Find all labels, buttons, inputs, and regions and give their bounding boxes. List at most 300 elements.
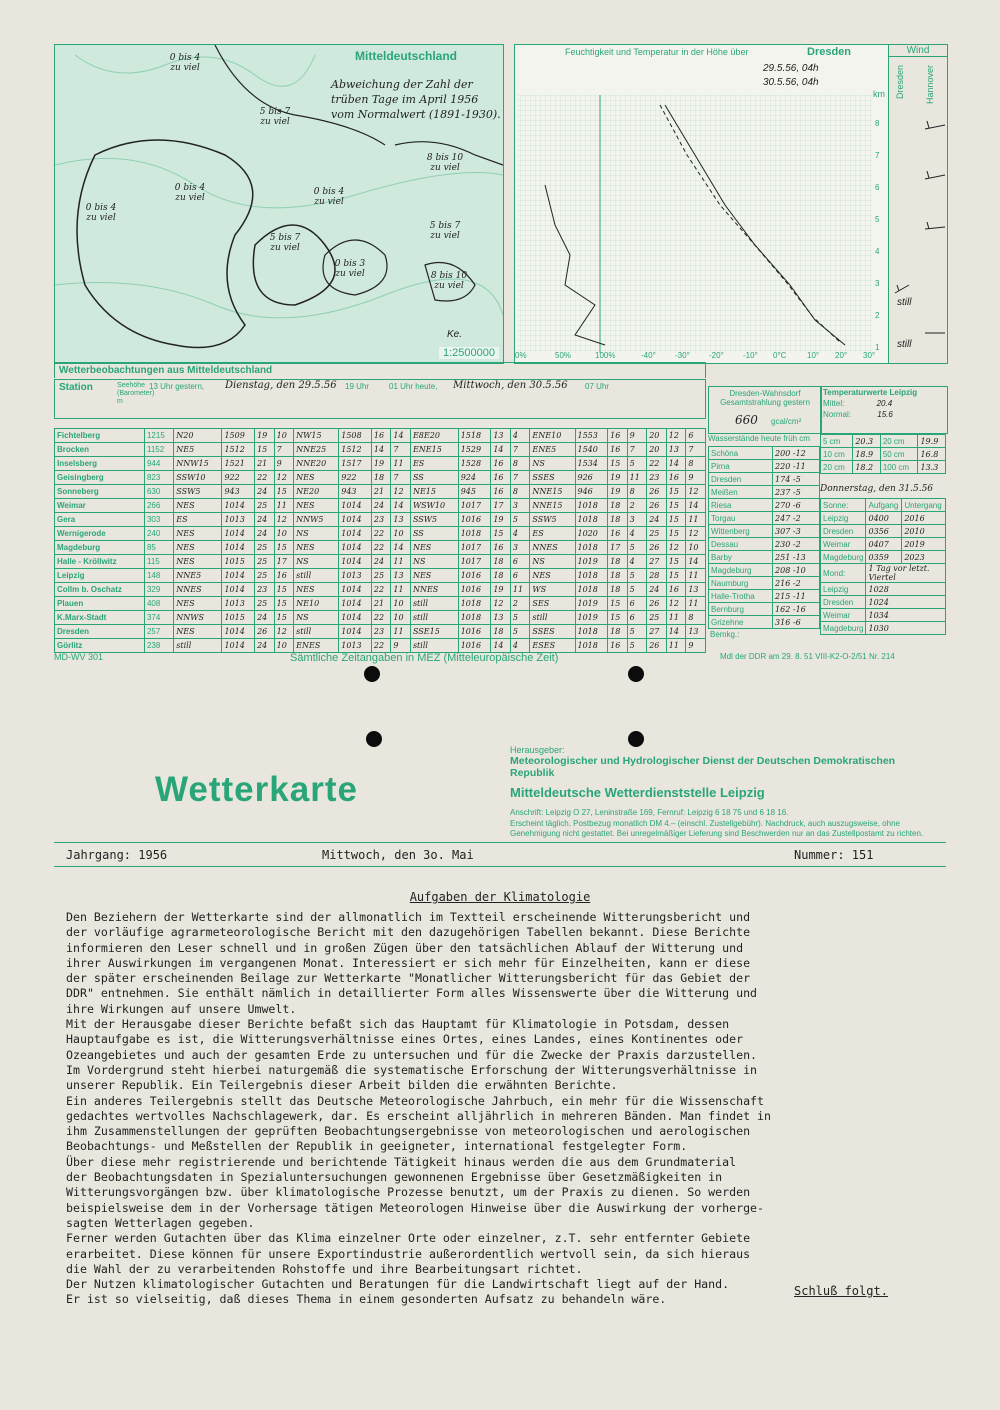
obs-cell: NNE5: [174, 569, 222, 583]
x-tick: 0°C: [773, 351, 787, 360]
obs-cell: 11: [391, 457, 411, 471]
obs-cell: 9: [627, 429, 647, 443]
water-station: Dresden: [709, 473, 773, 486]
obs-cell: 329: [144, 583, 173, 597]
obs-cell: 13: [666, 443, 686, 457]
sun-table: [820, 498, 946, 635]
obs-cell: ES: [530, 527, 575, 541]
legend-dashed: 29.5.56, 04h: [763, 63, 819, 74]
water-station: Torgau: [709, 512, 773, 525]
moon-cell: 1024: [866, 596, 946, 609]
obs-cell: 25: [371, 569, 391, 583]
isoline-label: 0 bis 4 zu viel: [174, 183, 206, 203]
obs-cell: 1553: [575, 429, 608, 443]
height-tick: 8: [875, 119, 880, 128]
obs-cell: 21: [371, 597, 391, 611]
obs-cell: 7: [391, 471, 411, 485]
temp-row: [821, 409, 947, 420]
obs-cell: 1521: [222, 457, 255, 471]
obs-cell: NS: [530, 457, 575, 471]
water-value: 216 -2: [773, 577, 820, 590]
soil-table: [820, 434, 946, 474]
radiation-title: Dresden-Wahnsdorf Gesamtstrahlung gestern: [720, 389, 810, 407]
obs-cell: 1016: [458, 569, 491, 583]
obs-cell: 27: [647, 555, 667, 569]
obs-cell: NE5: [174, 443, 222, 457]
obs-cell: 10: [391, 597, 411, 611]
water-station: Barby: [709, 551, 773, 564]
obs-cell: 5: [627, 541, 647, 555]
obs-cell: 17: [274, 555, 294, 569]
obs-cell: 25: [647, 611, 667, 625]
obs-cell: NES: [174, 499, 222, 513]
obs-cell: 18: [608, 513, 628, 527]
obs-cell: 1017: [458, 555, 491, 569]
publisher-block: [510, 745, 940, 839]
sun-cell: 2019: [902, 538, 946, 551]
obs-cell: SES: [530, 597, 575, 611]
obs-cell: 1014: [339, 513, 372, 527]
isoline-label: 5 bis 7 zu viel: [259, 107, 291, 127]
obs-cell: NES: [174, 597, 222, 611]
obs-cell: 5: [510, 625, 530, 639]
water-row: [709, 473, 820, 486]
obs-cell: 1019: [575, 611, 608, 625]
issue-year: Jahrgang: 1956: [66, 848, 168, 862]
obs-cell: NE20: [294, 485, 339, 499]
station-name: Gera: [55, 513, 145, 527]
obs-cell: 1018: [575, 499, 608, 513]
obs-cell: still: [294, 625, 339, 639]
obs-cell: 20: [647, 429, 667, 443]
obs-cell: 24: [371, 555, 391, 569]
obs-cell: 17: [491, 499, 511, 513]
obs-cell: NNE20: [294, 457, 339, 471]
obs-cell: 1016: [458, 639, 491, 653]
obs-cell: 22: [371, 583, 391, 597]
obs-cell: 1509: [222, 429, 255, 443]
water-row: [709, 460, 820, 473]
obs-cell: 15: [274, 611, 294, 625]
obs-cell: 14: [491, 443, 511, 457]
obs-cell: 1018: [575, 625, 608, 639]
obs-cell: 10: [274, 429, 294, 443]
water-value: 230 -2: [773, 538, 820, 551]
soil-cell: 13.3: [918, 461, 946, 474]
isoline-label: 0 bis 3 zu viel: [334, 259, 366, 279]
sun-cell: 0356: [866, 525, 902, 538]
obs-cell: 11: [666, 611, 686, 625]
obs-cell: 6: [686, 429, 706, 443]
water-station: Schöna: [709, 447, 773, 460]
obs-cell: 14: [391, 429, 411, 443]
obs-cell: NES: [294, 499, 339, 513]
obs-cell: 14: [391, 499, 411, 513]
obs-cell: 11: [686, 513, 706, 527]
masthead-title: Wetterkarte: [155, 770, 358, 809]
footer-license: Mdl der DDR am 29. 8. 51 VIII-K2-O-2/51 Nr. 214: [720, 652, 895, 661]
obs-cell: 1014: [222, 625, 255, 639]
x-tick: -20°: [709, 351, 724, 360]
obs-cell: 16: [274, 569, 294, 583]
obs-cell: 26: [647, 541, 667, 555]
soil-cell: 10 cm: [821, 448, 853, 461]
obs-cell: 19: [491, 583, 511, 597]
obs-cell: 16: [666, 583, 686, 597]
obs-cell: 9: [274, 457, 294, 471]
soil-cell: 18.2: [853, 461, 881, 474]
obs-cell: 14: [686, 499, 706, 513]
sun-cell: 0407: [866, 538, 902, 551]
obs-cell: 15: [666, 499, 686, 513]
obs-cell: 22: [371, 611, 391, 625]
obs-cell: 13: [391, 569, 411, 583]
obs-cell: 1014: [339, 541, 372, 555]
obs-cell: still: [410, 597, 458, 611]
obs-cell: 24: [647, 513, 667, 527]
article-body: Den Beziehern der Wetterkarte sind der allmonatlich im Textteil erscheinende Witterungsbericht und der vorläufige agrarmeteorologische Bericht mit den dazugehörigen Tabellen bekannt. Diese Berichte informieren den Leser schnell und in großen Zügen über den tatsächlichen Ablauf der Witterung und ihrer Auswirkungen im vergangenen Monat. Interessiert er sich mehr für Einzelheiten, kann er diese der später erscheinenden Beilage zur Wetterkarte "Monatlicher Witterungsbericht für das Gebiet der DDR" entnehmen. Sie enthält nämlich in detaillierter Form alles Wissenswerte über die Witterung und ihre Wirkungen auf unsere Umwelt. Mit der Herausgabe dieser Berichte befaßt sich das Hauptamt für Klimatologie in Potsdam, dessen Hauptaufgabe es ist, die Witterungsverhältnisse eines Ortes, eines Landes, eines Kontinentes oder Ozeangebietes und auch der gesamten Erde zu untersuchen und für die Zwecke der Praxis darzustellen. Im Vordergrund steht hierbei naturgemäß die systematische Erforschung der Witterungsverhältnisse in unserer Republik. Ein Teilergebnis dieser Arbeit bilden die erwähnten Berichte. Ein anderes Teilergebnis stellt das Deutsche Meteorologische Jahrbuch, ein mehr für die Wissenschaft gedachtes wertvolles Nachschlagewerk, dar. Es erscheint alljährlich in mehreren Bänden. Man findet in ihm Zusammenstellungen der geprüften Beobachtungsergebnisse von meteorologischen und aerologischen Beobachtungs- und Meßstellen der Republik in geeigneter, international festgelegter Form. Über diese mehr registrierende und berichtende Tätigkeit hinaus werden die aus dem Grundmaterial der Beobachtungsdaten in Spezialuntersuchungen gewonnenen Ergebnisse über Gesetzmäßigkeiten in Witterungsvorgängen bzw. über klimatologische Prozesse benutzt, um der Praxis zu dienen. So werden beispielsweise dem in der Vorhersage tätigen Meteorologen Hinweise über die Auswirkung der vorherge- sagten Wetterlagen gegeben. Ferner werden Gutachten über das Klima einzelner Orte oder einzelner, z.T. sehr entfernter Gebiete erarbeitet. Diese können für unsere Exportindustrie außerordentlich wertvoll sein, da sich hieraus die Wahl der zu verarbeitenden Rohstoffe und ihre Bearbeitungsart richtet. Der Nutzen klimatologischer Gutachten und Beratungen für die Landwirtschaft liegt auf der Hand. Er ist so vielseitig, daß dieses Thema in einem gesonderten Aufsatz zu behandeln wäre.: [66, 910, 771, 1307]
temp-value: 20.4: [876, 399, 893, 408]
obs-cell: 15: [274, 583, 294, 597]
obs-cell: NS: [294, 611, 339, 625]
x-tick: -40°: [641, 351, 656, 360]
obs-cell: 4: [627, 555, 647, 569]
obs-cell: 23: [371, 625, 391, 639]
wind-title: Wind: [889, 45, 947, 57]
obs-cell: 1512: [222, 443, 255, 457]
article-closing: Schluß folgt.: [794, 1284, 888, 1298]
obs-cell: 16: [371, 429, 391, 443]
obs-cell: 1018: [575, 583, 608, 597]
obs-cell: 12: [666, 429, 686, 443]
obs-cell: 15: [608, 457, 628, 471]
obs-cell: 10: [274, 527, 294, 541]
station-name: Leipzig: [55, 569, 145, 583]
obs-cell: 17: [608, 541, 628, 555]
obs-cell: 18: [608, 555, 628, 569]
obs-cell: 24: [647, 583, 667, 597]
x-tick: 20°: [835, 351, 848, 360]
water-row: [709, 486, 820, 499]
height-tick: 5: [875, 215, 880, 224]
obs-cell: 16: [608, 429, 628, 443]
obs-cell: 85: [144, 541, 173, 555]
obs-cell: 1014: [222, 527, 255, 541]
obs-cell: 1014: [222, 639, 255, 653]
height-tick: 4: [875, 247, 880, 256]
x-tick: 10°: [807, 351, 820, 360]
obs-cell: 1018: [458, 527, 491, 541]
station-name: Wernigerode: [55, 527, 145, 541]
x-tick: 0%: [515, 351, 527, 360]
deviation-map: [54, 44, 504, 364]
obs-cell: ENES: [294, 639, 339, 653]
obs-cell: 26: [647, 597, 667, 611]
obs-cell: 1013: [339, 639, 372, 653]
station-name: Dresden: [55, 625, 145, 639]
height-tick: 2: [875, 311, 880, 320]
office-name: Mitteldeutsche Wetterdienststelle Leipzig: [510, 785, 765, 800]
legend-solid: 30.5.56, 04h: [763, 77, 819, 88]
obs-cell: 7: [391, 443, 411, 457]
water-station: Naumburg: [709, 577, 773, 590]
isoline-label: 0 bis 4 zu viel: [313, 187, 345, 207]
water-station: Grizehne: [709, 616, 773, 629]
obs-cell: 1014: [222, 583, 255, 597]
obs-row: [55, 527, 706, 541]
isoline-label: 8 bis 10 zu viel: [430, 271, 468, 291]
temp-label: Mittel:: [823, 399, 845, 408]
moon-cell: Weimar: [821, 609, 866, 622]
obs-cell: 18: [608, 499, 628, 513]
obs-row: [55, 597, 706, 611]
obs-cell: 1018: [575, 639, 608, 653]
obs-cell: 19: [371, 457, 391, 471]
obs-cell: 15: [666, 527, 686, 541]
obs-cell: 1013: [222, 597, 255, 611]
wind-note: still: [897, 339, 912, 350]
obs-cell: SSW5: [530, 513, 575, 527]
soil-cell: 16.8: [918, 448, 946, 461]
obs-cell: 9: [686, 471, 706, 485]
obs-cell: ESES: [530, 639, 575, 653]
obs-cell: still: [410, 611, 458, 625]
obs-cell: still: [174, 639, 222, 653]
obs-cell: 14: [686, 555, 706, 569]
soil-cell: 18.9: [853, 448, 881, 461]
station-name: Weimar: [55, 499, 145, 513]
obs-row: [55, 541, 706, 555]
obs-cell: 16: [491, 457, 511, 471]
obs-cell: 2: [627, 499, 647, 513]
obs-cell: NNE15: [530, 485, 575, 499]
obs-cell: 20: [647, 443, 667, 457]
publisher-label: Herausgeber:: [510, 745, 565, 755]
obs-cell: 374: [144, 611, 173, 625]
obs-cell: 4: [510, 429, 530, 443]
water-row: [709, 551, 820, 564]
obs-cell: 10: [391, 611, 411, 625]
article-title: Aufgaben der Klimatologie: [409, 890, 591, 904]
water-table: [708, 446, 820, 629]
obs-cell: 1016: [458, 513, 491, 527]
obs-cell: 18: [608, 583, 628, 597]
sun-cell: Weimar: [821, 538, 866, 551]
station-name: Plauen: [55, 597, 145, 611]
height-tick: 7: [875, 151, 880, 160]
moon-row: [821, 609, 946, 622]
obs-cell: 922: [339, 471, 372, 485]
obs-cell: 24: [255, 485, 275, 499]
obs-cell: NW15: [294, 429, 339, 443]
obs-row: [55, 569, 706, 583]
obs-cell: NE10: [294, 597, 339, 611]
obs-row: [55, 639, 706, 653]
obs-cell: 823: [144, 471, 173, 485]
obs-cell: 1016: [458, 583, 491, 597]
moon-cell: Magdeburg: [821, 622, 866, 635]
obs-cell: 25: [255, 569, 275, 583]
isoline-label: 0 bis 4 zu viel: [85, 203, 117, 223]
yesterday-label: 13 Uhr gestern,: [149, 382, 205, 391]
water-station: Riesa: [709, 499, 773, 512]
water-station: Wittenberg: [709, 525, 773, 538]
obs-cell: 15: [274, 597, 294, 611]
obs-cell: SSW5: [174, 485, 222, 499]
obs-cell: 12: [666, 597, 686, 611]
obs-cell: 1019: [575, 555, 608, 569]
obs-cell: 12: [274, 471, 294, 485]
soil-row: [821, 461, 946, 474]
obs-cell: NNES: [410, 583, 458, 597]
station-name: Fichtelberg: [55, 429, 145, 443]
obs-cell: 13: [491, 611, 511, 625]
wind-col-hannover: Hannover: [925, 65, 935, 105]
obs-cell: 1152: [144, 443, 173, 457]
sounding-plot: [515, 45, 888, 363]
obs-cell: 7: [510, 471, 530, 485]
obs-cell: SSE15: [410, 625, 458, 639]
obs-cell: 15: [666, 555, 686, 569]
obs-cell: SSW10: [174, 471, 222, 485]
moon-cell: Leipzig: [821, 583, 866, 596]
obs-cell: 13: [686, 625, 706, 639]
obs-cell: 11: [274, 499, 294, 513]
obs-cell: SS: [410, 471, 458, 485]
map-scale: 1:2500000: [439, 347, 499, 359]
obs-cell: 18: [608, 569, 628, 583]
obs-cell: NNES: [530, 541, 575, 555]
water-row: [709, 538, 820, 551]
obs-cell: 18: [491, 555, 511, 569]
obs-cell: 1019: [575, 597, 608, 611]
isoline-label: 0 bis 4 zu viel: [169, 53, 201, 73]
wind-col-dresden: Dresden: [895, 65, 905, 100]
obs-cell: 10: [274, 639, 294, 653]
x-tick: 30°: [863, 351, 876, 360]
station-name: Sonneberg: [55, 485, 145, 499]
sun-cell: Leipzig: [821, 512, 866, 525]
obs-cell: 6: [627, 611, 647, 625]
obs-cell: 5: [627, 569, 647, 583]
water-value: 220 -11: [773, 460, 820, 473]
issue-date: Mittwoch, den 3o. Mai: [322, 848, 474, 862]
obs-cell: 13: [491, 429, 511, 443]
obs-row: [55, 443, 706, 457]
obs-cell: 7: [510, 443, 530, 457]
sun-cell: 2010: [902, 525, 946, 538]
sun-cell: 0359: [866, 551, 902, 564]
obs-cell: 1540: [575, 443, 608, 457]
obs-cell: 1512: [339, 443, 372, 457]
obs-row: [55, 611, 706, 625]
station-name: Collm b. Oschatz: [55, 583, 145, 597]
map-region-title: Mitteldeutschland: [355, 49, 458, 63]
water-value: 174 -5: [773, 473, 820, 486]
obs-cell: NES: [410, 569, 458, 583]
obs-cell: 21: [371, 485, 391, 499]
obs-cell: 22: [371, 541, 391, 555]
masthead-rule: [54, 842, 946, 843]
obs-cell: 24: [255, 611, 275, 625]
obs-cell: 240: [144, 527, 173, 541]
water-row: [709, 564, 820, 577]
water-value: 237 -5: [773, 486, 820, 499]
obs-row: [55, 513, 706, 527]
obs-row: [55, 429, 706, 443]
obs-cell: 13: [391, 513, 411, 527]
water-row: [709, 525, 820, 538]
sun-cell: 0400: [866, 512, 902, 525]
obs-cell: 14: [666, 457, 686, 471]
obs-cell: 7: [274, 443, 294, 457]
obs-cell: NNWS: [174, 611, 222, 625]
obs-cell: 238: [144, 639, 173, 653]
sun-head: Untergang: [902, 499, 946, 512]
obs-cell: 22: [371, 527, 391, 541]
today-date: Mittwoch, den 30.5.56: [453, 380, 568, 391]
terms: Erscheint täglich. Postbezug monatlich DM 4.– (einschl. Zustellgebühr). Nachdruck, auch auszugsweise, ohne Genehmigung nicht gestattet. Bei unregelmäßiger Lieferung sind Beschwerden nur an das Zustellpostamt zu richten.: [510, 819, 924, 838]
obs-cell: N20: [174, 429, 222, 443]
obs-cell: 25: [647, 527, 667, 541]
today-end: 07 Uhr: [585, 382, 610, 391]
obs-cell: 8: [510, 457, 530, 471]
obs-cell: 12: [274, 625, 294, 639]
obs-cell: 1014: [339, 499, 372, 513]
obs-cell: 266: [144, 499, 173, 513]
obs-cell: WSW10: [410, 499, 458, 513]
soil-cell: 20.3: [853, 435, 881, 448]
masthead-rule: [54, 866, 946, 867]
obs-cell: 1534: [575, 457, 608, 471]
obs-cell: 15: [274, 541, 294, 555]
obs-cell: 1014: [339, 625, 372, 639]
obs-cell: 1529: [458, 443, 491, 457]
obs-cell: 15: [491, 527, 511, 541]
obs-cell: 7: [627, 443, 647, 457]
obs-cell: ENE15: [410, 443, 458, 457]
obs-cell: 16: [608, 443, 628, 457]
sounding-place: Dresden: [807, 46, 852, 58]
obs-cell: 15: [666, 485, 686, 499]
obs-cell: 11: [510, 583, 530, 597]
obs-cell: NES: [294, 471, 339, 485]
obs-cell: 19: [491, 513, 511, 527]
x-tick: 100%: [595, 351, 616, 360]
address: Anschrift: Leipzig O 27, Leninstraße 169, Fernruf: Leipzig 6 18 75 und 6 18 16.: [510, 808, 789, 817]
water-title: Wasserstände heute früh cm: [708, 434, 810, 443]
moon-label: Mond:: [821, 564, 866, 583]
obs-cell: 1508: [339, 429, 372, 443]
obs-cell: 14: [371, 443, 391, 457]
obs-cell: 16: [491, 471, 511, 485]
x-tick: 50%: [555, 351, 572, 360]
punch-hole: [364, 666, 380, 682]
publisher-line: Meteorologischer und Hydrologischer Dienst der Deutschen Demokratischen Republik: [510, 755, 896, 779]
obs-cell: 26: [647, 639, 667, 653]
obs-cell: 15: [274, 485, 294, 499]
water-value: 215 -11: [773, 590, 820, 603]
water-station: Bernburg: [709, 603, 773, 616]
col-station: Station: [59, 382, 93, 393]
obs-cell: 26: [647, 499, 667, 513]
obs-table: [54, 428, 706, 653]
obs-cell: 1014: [339, 555, 372, 569]
obs-cell: 1014: [222, 541, 255, 555]
obs-cell: 5: [627, 625, 647, 639]
water-value: 307 -3: [773, 525, 820, 538]
obs-cell: 10: [686, 541, 706, 555]
